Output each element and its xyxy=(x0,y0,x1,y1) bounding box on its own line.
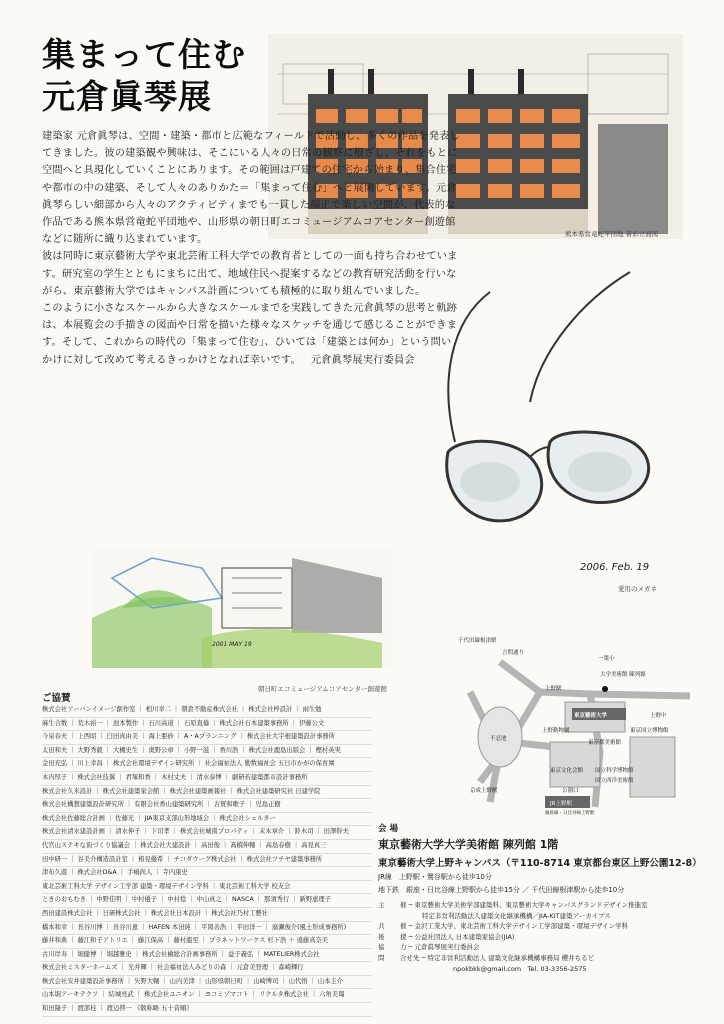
exhibition-location-marker xyxy=(602,686,608,692)
title-line-2: 元倉眞琴展 xyxy=(42,77,212,116)
sponsor-row: 今泉春夫 ｜ 上西昭 ｜ 臼田真由美 ｜ 海上亜砂 ｜ A・Aプランニング ｜ 株式会社大宇根建築設計事務所 xyxy=(42,731,372,745)
sponsor-row: 株式会社安井建築設計事務所 ｜ 矢野大輔 ｜ 山内美津 ｜ 山形県朝日町 ｜ 山崎博司 ｜ 山代悟 ｜ 山本圭介 xyxy=(42,976,372,990)
map-label: 言問通り xyxy=(502,650,525,656)
contact-info[interactable]: npokbkk@gmail.com Tel. 03-3356-2575 xyxy=(453,964,587,973)
organizer-row: 問 合せ先 ─ 特定非営利活動法人 建築文化継承機構事務局 櫻井ちるど xyxy=(378,953,595,962)
map-label: 公園口 xyxy=(562,788,579,794)
sponsor-row: 西田建設株式会社 ｜ 日研株式会社 ｜ 株式会社日本設計 ｜ 株式会社乃村工藝社 xyxy=(42,908,372,922)
organizer-row: 共 催 ─ 金沢工業大学、東北芸術工科大学デザイン工学部建築・環境デザイン学科 xyxy=(378,922,629,931)
map-label: 国立科学博物館 xyxy=(595,768,634,774)
glasses-date: 2006. Feb. 19 xyxy=(580,562,650,573)
intro-text xyxy=(42,128,460,369)
sponsor-row: 太田和夫 ｜ 大野秀毅 ｜ 大槻史生 ｜ 奥野公章 ｜ 小野一滋 ｜ 香川浩 ｜ 株式会社鹿島出版会 ｜ 樫村英実 xyxy=(42,745,372,759)
title-line-1: 集まって住む xyxy=(42,35,246,74)
sponsor-row: 古川岸寿 ｜ 堀健博 ｜ 堀越雅史 ｜ 株式会社槇総合計画事務所 ｜ 益子義弘 ｜ MATELIER株式会社 xyxy=(42,949,372,963)
venue-access-jr: JR線 上野駅・鶯谷駅から徒歩10分 xyxy=(378,873,492,881)
intro-signature: 元倉眞琴展実行委員会 xyxy=(310,354,415,366)
venue-label: 会 場 xyxy=(378,824,398,834)
map-label: 東京文化会館 xyxy=(550,768,584,774)
sketch-date: 2001 MAY 19 xyxy=(212,641,252,648)
map-label: 銀座線・日比谷線上野駅 xyxy=(545,811,595,816)
map-label: 上野中 xyxy=(650,713,667,719)
sponsor-row: ときのおもむき ｜ 中野佳明 ｜ 中村優子 ｜ 中村稔 ｜ 中山真之 ｜ NASCA ｜ 那須秀行 ｜ 新野恵理子 xyxy=(42,894,372,908)
sponsor-row: 株式会社ミスターホームズ ｜ 光井輝 ｜ 社会福祉法人みどりの森 ｜ 元倉美登理 ｜ 森崎輝行 xyxy=(42,962,372,976)
map-label: 京成上野駅 xyxy=(470,788,498,794)
sponsor-row: 株式会社アーバンイメージ創作室 ｜ 相川幸二 ｜ 朝倉不動産株式会社 ｜ 株式会社梓設計 ｜ 雨生勉 xyxy=(42,704,372,718)
venue-address: 東京藝術大学上野キャンパス（〒110-8714 東京都台東区上野公園12-8） xyxy=(378,858,702,869)
map-label: 東京藝術大学 xyxy=(574,713,608,719)
sponsor-row: 株式会社久米設計 ｜ 株式会社建築家会館 ｜ 株式会社建築画報社 ｜ 株式会社建築研究社 日建学院 xyxy=(42,786,372,800)
sponsor-row: 株式会社清水建設計画 ｜ 清水伸子 ｜ 下司孝 ｜ 株式会社城南プロパティ ｜ 末木章介 ｜ 鈴木司 ｜ 田澤幹夫 xyxy=(42,826,372,840)
location-map xyxy=(450,632,695,816)
map-label: 国立西洋美術館 xyxy=(595,778,634,784)
map-label: 大学美術館 陳列館 xyxy=(600,672,646,678)
sponsor-row: 代官山ステキな街づくり協議会 ｜ 株式会社大建設計 ｜ 高田俊 ｜ 髙橋伸輔 ｜ 高島春樹 ｜ 高見真三 xyxy=(42,840,372,854)
landscape-sketch xyxy=(92,548,392,668)
map-label: 上野駅 xyxy=(545,686,562,692)
map-label: 東京都美術館 xyxy=(588,740,622,746)
sponsor-row: 木内厚子 ｜ 株式会社技翼 ｜ 君塚和香 ｜ 木村丈夫 ｜ 清水泰博 ｜ 劇研若建築都市設計事務所 xyxy=(42,772,372,786)
sponsor-row: 山本堀アーキテクツ ｜ 結城亮武 ｜ 株式会社ユニオン ｜ ヨコミゾマコト ｜ リクルタ株式会社 ｜ 六角美瑠 xyxy=(42,989,372,1003)
sponsor-row: 麻生合数 ｜ 荒木裕一 ｜ 池本製作 ｜ 石川高道 ｜ 石原直倫 ｜ 株式会社石本建築事務所 ｜ 伊藤公文 xyxy=(42,718,372,732)
sponsor-row: 藤井和典 ｜ 藤江和子アトリエ ｜ 藤江保高 ｜ 藤村龍至 ｜ プラネットワークス 杉下浩 ＋ 遠藤真奈美 xyxy=(42,935,372,949)
intro-paragraph-3: このように小さなスケールから大きなスケールまでを実践してきた元倉眞琴の思考と軌跡は、本展覧会の手描きの図面や日常を描いた様々なスケッチを通じて感じることができます。そして、これからの時代の「集まって住む」、ひいては「建築とは何か」という問いかけに対して改めて考えるきっかけとなれば幸いです。 元倉眞琴展実行委員会 xyxy=(42,303,458,366)
map-label: 不忍池 xyxy=(490,736,507,742)
map-label: 千代田線根津駅 xyxy=(458,638,497,644)
sponsors-heading: ご協賛 xyxy=(42,693,71,704)
map-label: 東京国立博物館 xyxy=(630,728,669,734)
glasses-caption: 愛用のメガネ xyxy=(618,585,657,593)
venue-name: 東京藝術大学大学美術館 陳列館 1階 xyxy=(378,838,559,851)
venue-info xyxy=(378,822,708,895)
sponsor-row: 和田隆子 ｜ 渡部桂 ｜ 渡辺啓一 《敬称略 五十音順》 xyxy=(42,1003,372,1017)
map-label: 上野動物園 xyxy=(542,728,570,734)
glasses-sketch xyxy=(430,262,710,562)
intro-paragraph-2: 彼は同時に東京藝術大学や東北芸術工科大学での教育者としての一面も持ち合わせています。研究室の学生とともにまちに出て、地域住民へ提案するなどの教育研究活動を行いながら、東京藝術大学ではキャンパス計画についても積極的に取り組んでいました。 xyxy=(42,251,458,297)
map-label: JR上野駅 xyxy=(550,801,572,807)
sponsor-row: 金田充弘 ｜ 川上幸昌 ｜ 株式会社環境デザイン研究所 ｜ 社会福祉法人 勤数福祉会 五日市かがの保育園 xyxy=(42,758,372,772)
sponsor-row: 株式会社構想建築設計研究所 ｜ 有限会社香山建築研究所 ｜ 古賀和歌子 ｜ 児島正樹 xyxy=(42,799,372,813)
page-title xyxy=(42,34,246,118)
sponsor-row: 田中研一 ｜ 谷美介構造設計室 ｜ 椿見優希 ｜ チコダウーグ株式会社 ｜ 株式会社ツチヤ建築事務所 xyxy=(42,854,372,868)
building-caption: 熊本県営竜蛇平団地 着彩立面図 xyxy=(565,230,659,238)
sponsor-row: 橋本和幸 ｜ 長谷川博 ｜ 長谷川恵 ｜ HAFEN 本田純 ｜ 平岡善浩 ｜ 平田洋一 ｜ 廣瀬俊介(風土形成事務所) xyxy=(42,922,372,936)
organizer-row: 特定非営利活動法人建築文化継承機構／JIA-KIT建築アーカイブス xyxy=(422,911,611,920)
organizers xyxy=(378,900,708,974)
intro-paragraph-1: 建築家 元倉眞琴は、空間・建築・都市と広範なフィールドで活動し、多くの作品を発表してきました。彼の建築観や興味は、そこにいる人々の日常の観察に根ざし、それをもとに空間へと具現化していくことにあります。その範囲は戸建ての住宅から始まり、集合住宅や都市の中の建築、そして人々のありかた＝「集まって住む」へと展開しています。元倉眞琴らしい細部から人々のアクティビティまでも一貫した端正で楽しい空間が、代表的な作品である熊本県営竜蛇平団地や、山形県の朝日町エコミュージアムコアセンター創遊館などに随所に織り込まれています。 xyxy=(42,131,460,246)
venue-access-subway: 地下鉄 銀座・日比谷線上野駅から徒歩15分 ／ 千代田線根津駅から徒歩10分 xyxy=(378,886,625,894)
organizer-row: 協 力 ─ 元倉眞琴展実行委員会 xyxy=(378,943,480,952)
sponsor-row: 東北芸術工科大学 デザイン工学部 建築・環境デザイン学科 ｜ 東北芸術工科大学 校友会 xyxy=(42,881,372,895)
organizer-row: 後 援 ─ 公益社団法人 日本建築家協会(JIA) xyxy=(378,932,515,941)
sponsor-row: 津布久遊 ｜ 株式会社D&A ｜ 手嶋尚人 ｜ 寺内康史 xyxy=(42,867,372,881)
organizer-row: 主 催 ─ 東京藝術大学美術学部建築科、東京藝術大学キャンパスグランドデザイン推進室 xyxy=(378,901,648,909)
sponsors-list xyxy=(42,704,372,1017)
map-label: 一葉小 xyxy=(598,656,615,662)
sponsor-row: 株式会社佐藤総合計画 ｜ 佐藤光 ｜ JIA東京支部山形地域会 ｜ 株式会社シェルター xyxy=(42,813,372,827)
sketch-caption: 朝日町エコミュージアムコアセンター創遊館 xyxy=(258,685,387,693)
